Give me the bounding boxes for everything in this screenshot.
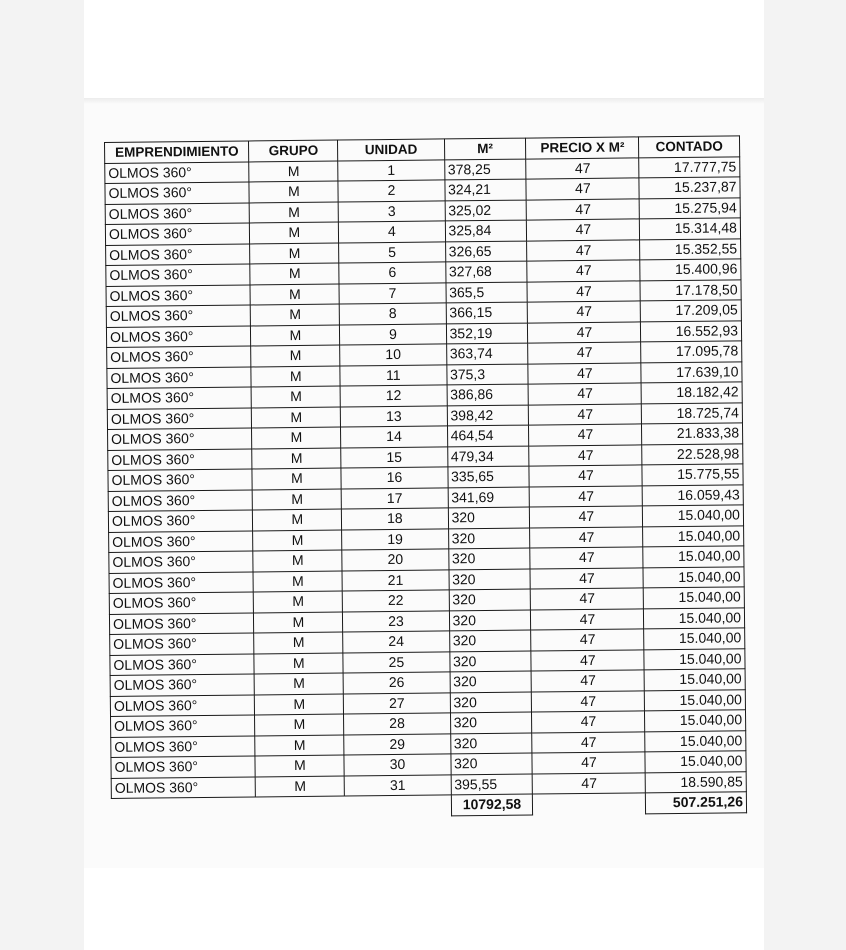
cell-unidad: 31 [344, 774, 450, 796]
cell-contado: 15.040,00 [645, 710, 746, 732]
cell-unidad: 16 [341, 467, 447, 489]
cell-contado: 18.590,85 [645, 771, 746, 793]
cell-unidad: 14 [341, 426, 447, 448]
cell-grupo: M [249, 161, 338, 182]
cell-m2: 320 [450, 753, 532, 774]
cell-grupo: M [250, 202, 339, 223]
cell-emprendimiento: OLMOS 360° [110, 674, 255, 696]
cell-unidad: 30 [344, 754, 450, 776]
sheet-top-edge [84, 98, 764, 104]
cell-emprendimiento: OLMOS 360° [108, 489, 253, 511]
cell-unidad: 22 [343, 590, 449, 612]
cell-precio: 47 [530, 485, 643, 507]
cell-contado: 17.178,50 [640, 279, 741, 301]
cell-m2: 352,19 [446, 323, 528, 344]
cell-emprendimiento: OLMOS 360° [110, 633, 255, 655]
cell-m2: 320 [449, 610, 531, 631]
cell-emprendimiento: OLMOS 360° [109, 592, 254, 614]
cell-unidad: 20 [342, 549, 448, 571]
cell-m2: 464,54 [447, 425, 529, 446]
header-emprendimiento: EMPRENDIMIENTO [105, 141, 250, 163]
cell-m2: 335,65 [447, 466, 529, 487]
total-contado: 507.251,26 [646, 792, 747, 814]
cell-m2: 395,55 [451, 774, 533, 795]
cell-unidad: 13 [341, 405, 447, 427]
cell-precio: 47 [530, 567, 643, 589]
cell-precio: 47 [531, 608, 644, 630]
cell-contado: 17.209,05 [641, 300, 742, 322]
cell-contado: 15.040,00 [645, 730, 746, 752]
cell-unidad: 17 [341, 487, 447, 509]
cell-unidad: 1 [338, 159, 444, 181]
cell-contado: 15.040,00 [644, 628, 745, 650]
cell-contado: 15.040,00 [643, 525, 744, 547]
cell-grupo: M [253, 571, 342, 592]
cell-contado: 15.314,48 [640, 218, 741, 240]
cell-contado: 21.833,38 [642, 423, 743, 445]
cell-m2: 479,34 [447, 446, 529, 467]
cell-emprendimiento: OLMOS 360° [107, 387, 252, 409]
cell-precio: 47 [528, 301, 641, 323]
page-margin-left [0, 0, 84, 950]
cell-m2: 327,68 [445, 261, 527, 282]
cell-emprendimiento: OLMOS 360° [107, 366, 252, 388]
cell-m2: 320 [449, 651, 531, 672]
cell-contado: 17.095,78 [641, 341, 742, 363]
cell-precio: 47 [529, 444, 642, 466]
cell-precio: 47 [528, 342, 641, 364]
cell-contado: 15.040,00 [644, 648, 745, 670]
cell-unidad: 9 [340, 323, 446, 345]
cell-m2: 320 [449, 630, 531, 651]
cell-precio: 47 [532, 711, 645, 733]
cell-m2: 325,02 [445, 200, 527, 221]
cell-emprendimiento: OLMOS 360° [111, 735, 256, 757]
cell-precio: 47 [531, 629, 644, 651]
cell-precio: 47 [527, 280, 640, 302]
cell-precio: 47 [527, 219, 640, 241]
cell-emprendimiento: OLMOS 360° [111, 715, 256, 737]
cell-unidad: 26 [343, 672, 449, 694]
cell-precio: 47 [528, 362, 641, 384]
totals-spacer [345, 795, 451, 817]
cell-grupo: M [252, 468, 341, 489]
cell-precio: 47 [527, 198, 640, 220]
cell-unidad: 19 [342, 528, 448, 550]
cell-grupo: M [254, 591, 343, 612]
totals-spacer [256, 796, 345, 817]
cell-unidad: 4 [339, 221, 445, 243]
cell-m2: 398,42 [447, 405, 529, 426]
cell-unidad: 25 [343, 651, 449, 673]
cell-unidad: 23 [343, 610, 449, 632]
cell-contado: 15.040,00 [643, 546, 744, 568]
cell-precio: 47 [529, 383, 642, 405]
cell-m2: 320 [450, 692, 532, 713]
cell-emprendimiento: OLMOS 360° [109, 551, 254, 573]
cell-precio: 47 [530, 526, 643, 548]
header-contado: CONTADO [639, 136, 740, 158]
cell-m2: 324,21 [444, 179, 526, 200]
cell-grupo: M [256, 776, 345, 797]
cell-precio: 47 [529, 403, 642, 425]
cell-unidad: 6 [339, 262, 445, 284]
cell-m2: 325,84 [445, 220, 527, 241]
cell-emprendimiento: OLMOS 360° [108, 428, 253, 450]
cell-precio: 47 [532, 690, 645, 712]
cell-precio: 47 [533, 772, 646, 794]
cell-contado: 18.182,42 [641, 382, 742, 404]
cell-grupo: M [254, 612, 343, 633]
cell-contado: 15.237,87 [639, 177, 740, 199]
cell-contado: 15.040,00 [644, 607, 745, 629]
cell-precio: 47 [529, 465, 642, 487]
cell-unidad: 7 [339, 282, 445, 304]
cell-emprendimiento: OLMOS 360° [105, 161, 250, 183]
cell-contado: 17.639,10 [641, 361, 742, 383]
cell-emprendimiento: OLMOS 360° [106, 305, 251, 327]
cell-grupo: M [251, 304, 340, 325]
cell-precio: 47 [530, 506, 643, 528]
cell-grupo: M [252, 427, 341, 448]
cell-contado: 15.775,55 [642, 464, 743, 486]
cell-m2: 320 [448, 507, 530, 528]
totals-spacer [533, 793, 646, 815]
cell-unidad: 10 [340, 344, 446, 366]
cell-m2: 386,86 [447, 384, 529, 405]
cell-precio: 47 [529, 424, 642, 446]
cell-unidad: 15 [341, 446, 447, 468]
cell-grupo: M [253, 509, 342, 530]
cell-grupo: M [251, 366, 340, 387]
cell-m2: 341,69 [448, 487, 530, 508]
cell-precio: 47 [526, 157, 639, 179]
cell-grupo: M [252, 407, 341, 428]
cell-grupo: M [250, 284, 339, 305]
cell-precio: 47 [528, 321, 641, 343]
cell-contado: 15.040,00 [644, 587, 745, 609]
cell-grupo: M [254, 673, 343, 694]
cell-grupo: M [249, 181, 338, 202]
cell-unidad: 12 [340, 385, 446, 407]
cell-grupo: M [250, 222, 339, 243]
cell-precio: 47 [527, 260, 640, 282]
cell-contado: 16.059,43 [642, 484, 743, 506]
header-grupo: GRUPO [249, 140, 338, 161]
cell-emprendimiento: OLMOS 360° [110, 653, 255, 675]
cell-grupo: M [254, 632, 343, 653]
cell-unidad: 8 [340, 303, 446, 325]
cell-emprendimiento: OLMOS 360° [109, 612, 254, 634]
cell-emprendimiento: OLMOS 360° [108, 448, 253, 470]
cell-emprendimiento: OLMOS 360° [105, 182, 250, 204]
cell-m2: 375,3 [446, 364, 528, 385]
cell-m2: 320 [448, 548, 530, 569]
cell-contado: 17.777,75 [639, 156, 740, 178]
cell-grupo: M [251, 386, 340, 407]
header-unidad: UNIDAD [338, 139, 444, 161]
cell-emprendimiento: OLMOS 360° [108, 469, 253, 491]
cell-emprendimiento: OLMOS 360° [106, 284, 251, 306]
cell-emprendimiento: OLMOS 360° [107, 346, 252, 368]
cell-grupo: M [253, 550, 342, 571]
cell-precio: 47 [530, 547, 643, 569]
cell-precio: 47 [527, 239, 640, 261]
cell-m2: 378,25 [444, 159, 526, 180]
cell-m2: 365,5 [446, 282, 528, 303]
cell-m2: 363,74 [446, 343, 528, 364]
cell-unidad: 21 [342, 569, 448, 591]
cell-grupo: M [254, 653, 343, 674]
cell-contado: 22.528,98 [642, 443, 743, 465]
cell-contado: 15.352,55 [640, 238, 741, 260]
header-precio: PRECIO X M² [526, 137, 639, 159]
cell-grupo: M [250, 263, 339, 284]
cell-grupo: M [255, 755, 344, 776]
cell-grupo: M [250, 243, 339, 264]
cell-emprendimiento: OLMOS 360° [108, 510, 253, 532]
cell-grupo: M [251, 325, 340, 346]
cell-grupo: M [252, 448, 341, 469]
cell-precio: 47 [531, 649, 644, 671]
cell-contado: 15.040,00 [644, 669, 745, 691]
cell-m2: 320 [450, 733, 532, 754]
cell-emprendimiento: OLMOS 360° [109, 571, 254, 593]
cell-unidad: 27 [344, 692, 450, 714]
cell-contado: 15.040,00 [643, 566, 744, 588]
cell-contado: 15.040,00 [645, 689, 746, 711]
cell-grupo: M [255, 735, 344, 756]
cell-emprendimiento: OLMOS 360° [105, 223, 250, 245]
cell-precio: 47 [526, 178, 639, 200]
cell-grupo: M [253, 530, 342, 551]
cell-m2: 320 [449, 569, 531, 590]
total-m2: 10792,58 [451, 794, 533, 815]
cell-emprendimiento: OLMOS 360° [106, 243, 251, 265]
cell-m2: 320 [450, 712, 532, 733]
cell-m2: 366,15 [446, 302, 528, 323]
totals-spacer [111, 797, 256, 819]
header-m2: M² [444, 138, 526, 159]
cell-contado: 16.552,93 [641, 320, 742, 342]
cell-precio: 47 [531, 588, 644, 610]
cell-emprendimiento: OLMOS 360° [110, 694, 255, 716]
cell-m2: 320 [448, 528, 530, 549]
cell-grupo: M [255, 714, 344, 735]
cell-contado: 15.040,00 [643, 505, 744, 527]
cell-m2: 320 [449, 589, 531, 610]
cell-m2: 326,65 [445, 241, 527, 262]
page-margin-right [764, 0, 846, 950]
cell-grupo: M [253, 489, 342, 510]
price-table [104, 135, 747, 819]
cell-precio: 47 [532, 752, 645, 774]
cell-emprendimiento: OLMOS 360° [111, 756, 256, 778]
cell-grupo: M [251, 345, 340, 366]
cell-contado: 15.400,96 [640, 259, 741, 281]
table-body [105, 156, 747, 798]
cell-grupo: M [255, 694, 344, 715]
cell-unidad: 24 [343, 631, 449, 653]
cell-unidad: 18 [342, 508, 448, 530]
cell-emprendimiento: OLMOS 360° [105, 202, 250, 224]
cell-unidad: 2 [338, 180, 444, 202]
cell-m2: 320 [450, 671, 532, 692]
cell-contado: 15.040,00 [645, 751, 746, 773]
cell-emprendimiento: OLMOS 360° [106, 264, 251, 286]
cell-unidad: 11 [340, 364, 446, 386]
cell-emprendimiento: OLMOS 360° [107, 407, 252, 429]
cell-unidad: 5 [339, 241, 445, 263]
cell-emprendimiento: OLMOS 360° [111, 776, 256, 798]
cell-emprendimiento: OLMOS 360° [109, 530, 254, 552]
cell-emprendimiento: OLMOS 360° [106, 325, 251, 347]
cell-unidad: 29 [344, 733, 450, 755]
cell-precio: 47 [532, 731, 645, 753]
cell-precio: 47 [532, 670, 645, 692]
cell-unidad: 3 [338, 200, 444, 222]
cell-unidad: 28 [344, 713, 450, 735]
cell-contado: 15.275,94 [639, 197, 740, 219]
cell-contado: 18.725,74 [642, 402, 743, 424]
